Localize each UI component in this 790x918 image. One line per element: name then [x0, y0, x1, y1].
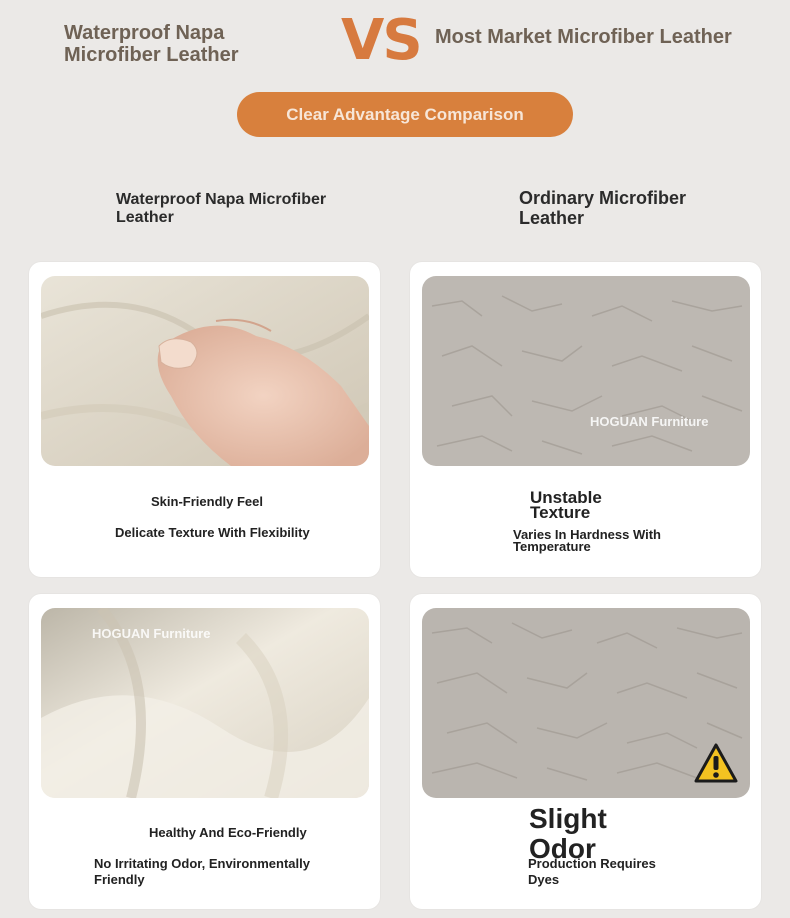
card-description: No Irritating Odor, Environmentally Friendly	[94, 856, 310, 887]
warning-icon	[694, 742, 738, 784]
photo-watermark: HOGUAN Furniture	[590, 414, 709, 429]
napa-card-health	[29, 594, 380, 909]
vs-label: VS	[341, 8, 421, 73]
napa-leather-fold-photo	[41, 608, 369, 798]
header-left-title: Waterproof Napa Microfiber Leather	[64, 22, 239, 66]
photo-watermark: HOGUAN Furniture	[92, 626, 211, 641]
ordinary-card-odor	[410, 594, 761, 909]
ordinary-card-texture	[410, 262, 761, 577]
card-description: Varies In Hardness With Temperature	[513, 527, 661, 554]
card-title: Unstable Texture	[530, 488, 602, 522]
ordinary-leather-photo	[422, 608, 750, 798]
napa-card-texture	[29, 262, 380, 577]
card-description: Production Requires Dyes	[528, 856, 656, 887]
header-right-title: Most Market Microfiber Leather	[435, 26, 732, 48]
ordinary-leather-photo	[422, 276, 750, 466]
card-title: Skin-Friendly Feel	[151, 494, 263, 509]
comparison-banner-label: Clear Advantage Comparison	[286, 104, 524, 124]
comparison-banner	[237, 92, 573, 137]
left-column-title: Waterproof Napa Microfiber Leather	[116, 191, 327, 226]
card-title: Healthy And Eco-Friendly	[149, 825, 307, 840]
card-title: Slight Odor	[529, 803, 607, 864]
napa-leather-hand-photo	[41, 276, 369, 466]
right-column-title: Ordinary Microfiber Leather	[519, 188, 687, 228]
card-description: Delicate Texture With Flexibility	[115, 525, 310, 540]
